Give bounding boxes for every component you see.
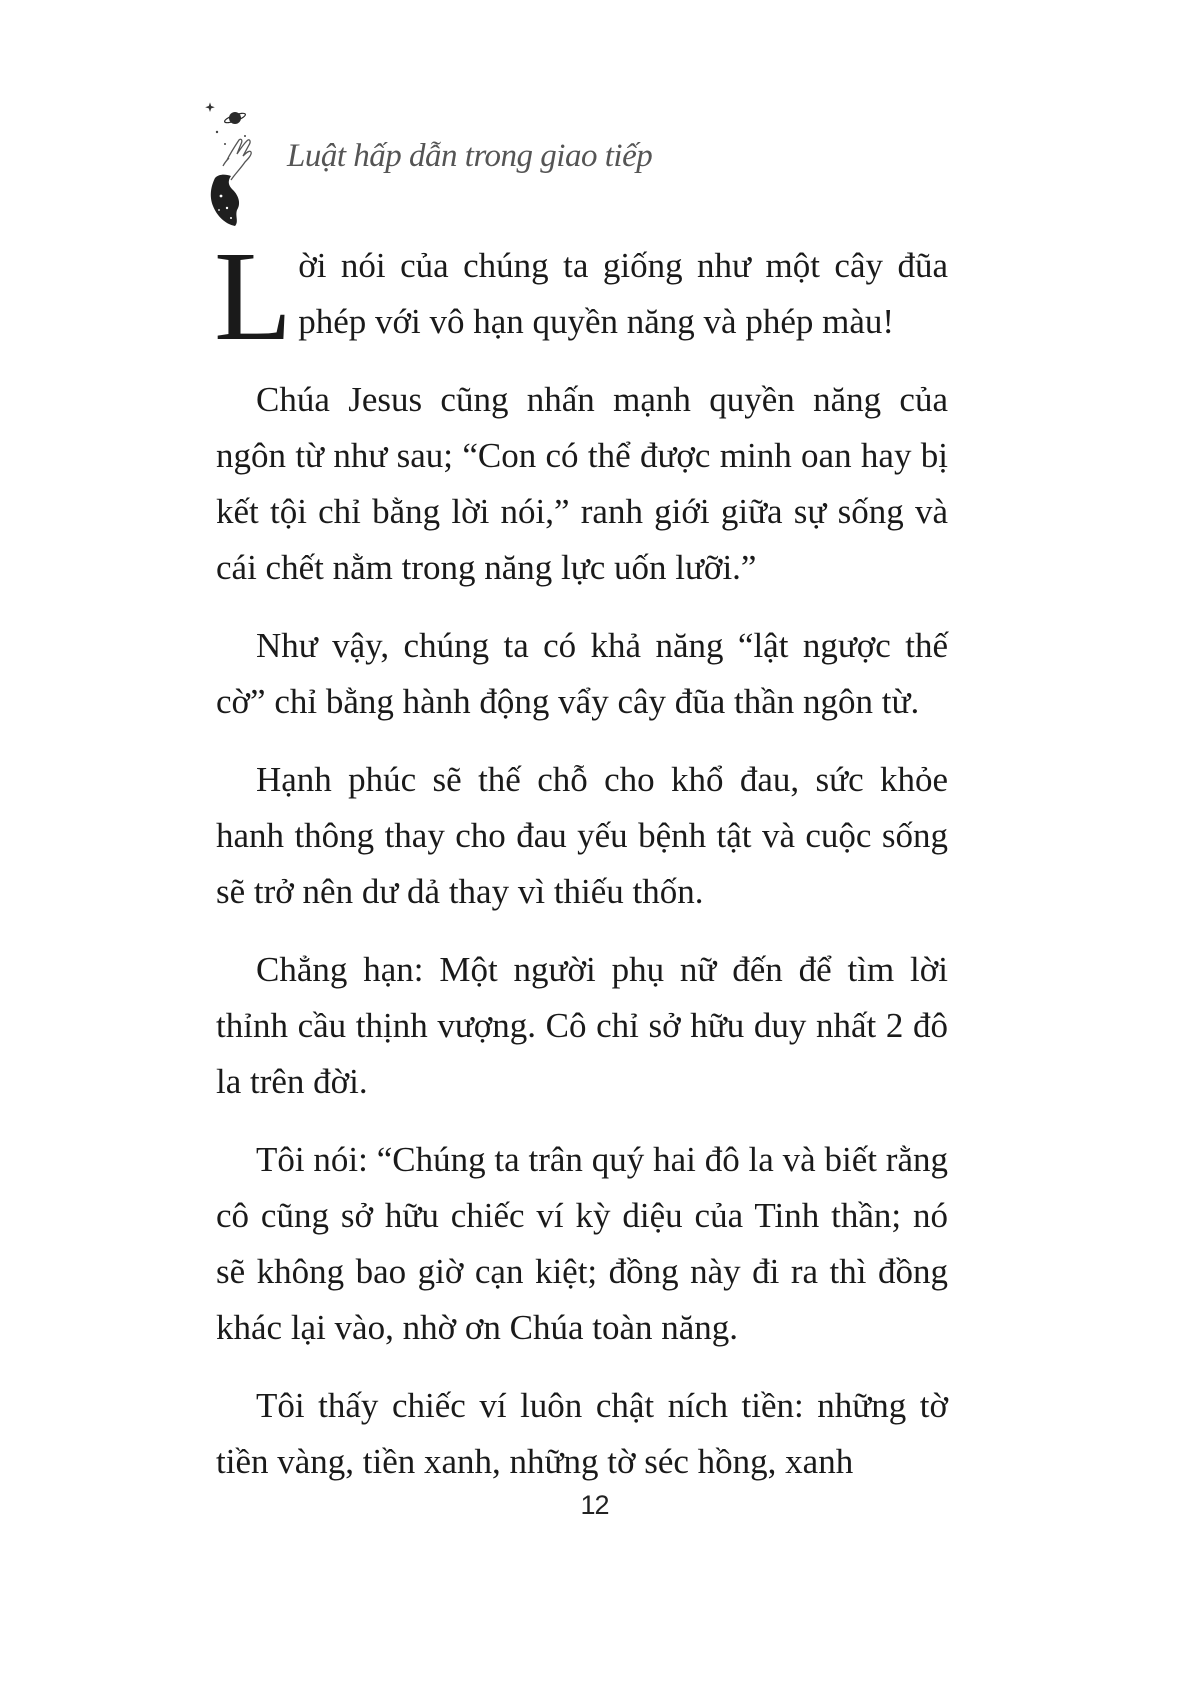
running-header	[205, 100, 705, 230]
page-number: 12	[580, 1490, 609, 1520]
paragraph-3: Như vậy, chúng ta có khả năng “lật ngược thế cờ” chỉ bằng hành động vẩy cây đũa thần ngôn từ.	[216, 626, 948, 721]
paragraph-4: Hạnh phúc sẽ thế chỗ cho khổ đau, sức khỏe hanh thông thay cho đau yếu bệnh tật và cuộc sống sẽ trở nên dư dả thay vì thiếu thốn.	[216, 760, 948, 911]
paragraph-5: Chẳng hạn: Một người phụ nữ đến để tìm lời thỉnh cầu thịnh vượng. Cô chỉ sở hữu duy nhất 2 đô la trên đời.	[216, 950, 948, 1101]
running-header-title: Luật hấp dẫn trong giao tiếp	[287, 138, 653, 174]
paragraph-text: ời nói của chúng ta giống như một cây đũa phép với vô hạn quyền năng và phép màu!	[298, 246, 948, 341]
drop-cap: L	[214, 225, 293, 367]
body-text	[214, 225, 948, 1512]
planet-hand-icon	[205, 100, 285, 230]
paragraph-1	[214, 225, 948, 367]
paragraph-2: Chúa Jesus cũng nhấn mạnh quyền năng của ngôn từ như sau; “Con có thể được minh oan hay bị kết tội chỉ bằng lời nói,” ranh giới giữa sự sống và cái chết nằm trong năng lực uốn lưỡi.”	[216, 380, 948, 587]
paragraph-7: Tôi thấy chiếc ví luôn chật ních tiền: những tờ tiền vàng, tiền xanh, những tờ séc hồng, xanh	[216, 1386, 948, 1481]
paragraph-6: Tôi nói: “Chúng ta trân quý hai đô la và biết rằng cô cũng sở hữu chiếc ví kỳ diệu của Tinh thần; nó sẽ không bao giờ cạn kiệt; đồng này đi ra thì đồng khác lại vào, nhờ ơn Chúa toàn năng.	[216, 1140, 948, 1347]
